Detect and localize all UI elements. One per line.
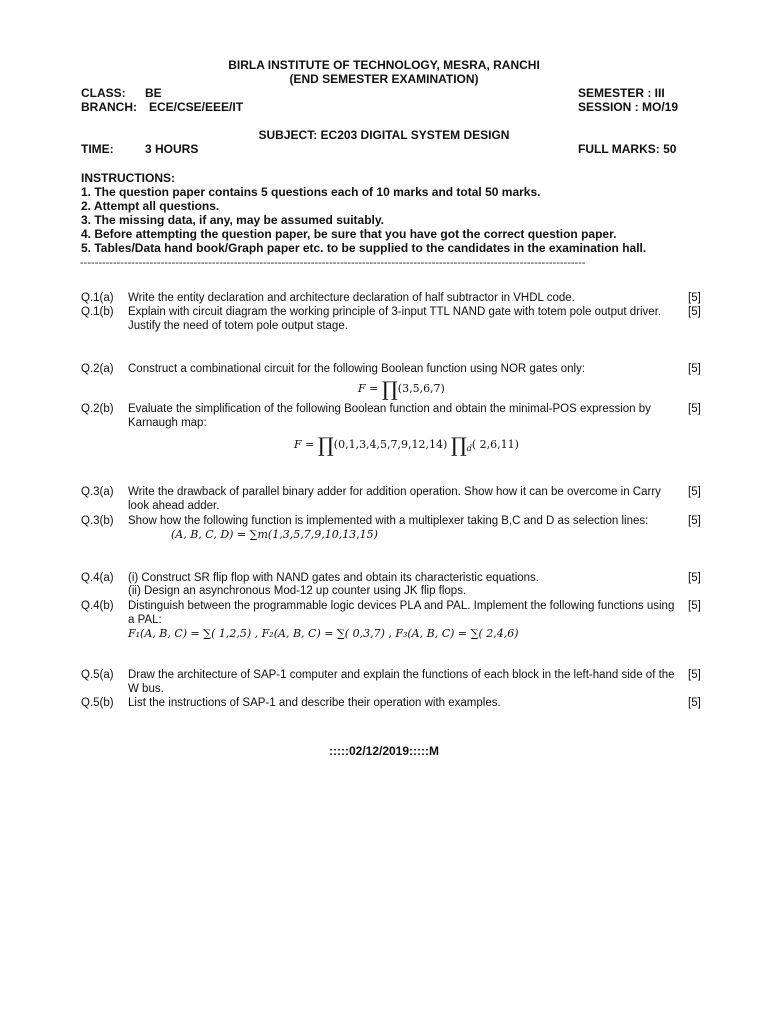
instruction-item: 4. Before attempting the question paper, be sure that you have got the correct question paper. — [81, 227, 617, 241]
question-number: Q.5(b) — [81, 697, 114, 709]
footer-date: :::::02/12/2019:::::M — [328, 744, 439, 758]
question-text: Evaluate the simplification of the following Boolean function and obtain the minimal-POS expression by Karnaugh map: — [128, 403, 651, 429]
instruction-item: 5. Tables/Data hand book/Graph paper etc. to be supplied to the candidates in the examination hall. — [81, 241, 647, 255]
question-marks: [5] — [688, 403, 701, 415]
equation-pal: F₁(A, B, C) = ∑( 1,2,5) , F₂(A, B, C) = ∑( 0,3,7) , F₃(A, B, C) = ∑( 2,4,6) — [128, 627, 519, 640]
question-subtext: (ii) Design an asynchronous Mod-12 up counter using JK flip flops. — [128, 585, 467, 597]
instruction-item: 2. Attempt all questions. — [81, 199, 220, 213]
question-text: Construct a combinational circuit for the following Boolean function using NOR gates only: — [128, 363, 586, 375]
question-marks: [5] — [688, 669, 701, 681]
question-number: Q.2(a) — [81, 363, 114, 375]
instruction-item: 3. The missing data, if any, may be assumed suitably. — [81, 213, 384, 227]
question-text: Write the drawback of parallel binary adder for addition operation. Show how it can be overcome in Carry look ahead adder. — [128, 486, 661, 512]
question-text: Distinguish between the programmable logic devices PLA and PAL. Implement the following functions using a PAL: — [128, 600, 675, 626]
question-marks: [5] — [688, 572, 701, 584]
question-number: Q.4(a) — [81, 572, 114, 584]
subject: SUBJECT: EC203 DIGITAL SYSTEM DESIGN — [258, 128, 510, 142]
question-text: Draw the architecture of SAP-1 computer and explain the functions of each block in the left-hand side of the W bus. — [128, 669, 675, 695]
product-symbol-icon: ∏ — [381, 377, 398, 401]
question-text: Explain with circuit diagram the working principle of 3-input TTL NAND gate with totem pole output driver. Justify the need of totem pole output stage. — [128, 306, 662, 332]
question-number: Q.1(a) — [81, 292, 114, 304]
branch-label: BRANCH: — [81, 100, 137, 114]
semester: SEMESTER : III — [578, 86, 665, 100]
separator-line: ------------------------------------------------------------------------------------------------------------------------------------------ — [80, 257, 586, 269]
question-text: Write the entity declaration and architecture declaration of half subtractor in VHDL code. — [128, 292, 575, 304]
product-symbol-icon: ∏ — [450, 433, 467, 457]
question-text: Show how the following function is implemented with a multiplexer taking B,C and D as selection lines: — [128, 515, 649, 527]
question-marks: [5] — [688, 486, 701, 498]
time-label: TIME: — [81, 142, 114, 156]
question-marks: [5] — [688, 292, 701, 304]
question-number: Q.3(b) — [81, 515, 114, 527]
exam-title: (END SEMESTER EXAMINATION) — [289, 72, 479, 86]
question-marks: [5] — [688, 363, 701, 375]
time-value: 3 HOURS — [145, 142, 199, 156]
branch-value: ECE/CSE/EEE/IT — [149, 100, 244, 114]
question-marks: [5] — [688, 515, 701, 527]
question-text: (i) Construct SR flip flop with NAND gates and obtain its characteristic equations. — [128, 572, 539, 584]
question-number: Q.5(a) — [81, 669, 114, 681]
class-value: BE — [145, 86, 162, 100]
class-label: CLASS: — [81, 86, 126, 100]
equation-kmap: F = ∏(0,1,3,4,5,7,9,12,14) $\prod_d$( 2,6,11) — [294, 433, 519, 457]
equation-mux: (A, B, C, D) = ∑m(1,3,5,7,9,10,13,15) — [171, 528, 378, 541]
equation-nor: F = ∏(3,5,6,7) — [358, 377, 445, 401]
product-symbol-icon: ∏ — [317, 433, 334, 457]
instructions-title: INSTRUCTIONS: — [81, 171, 175, 185]
session: SESSION : MO/19 — [578, 100, 679, 114]
question-marks: [5] — [688, 600, 701, 612]
instruction-item: 1. The question paper contains 5 questions each of 10 marks and total 50 marks. — [81, 185, 541, 199]
question-number: Q.4(b) — [81, 600, 114, 612]
question-number: Q.3(a) — [81, 486, 114, 498]
full-marks: FULL MARKS: 50 — [578, 142, 677, 156]
question-marks: [5] — [688, 697, 701, 709]
question-number: Q.1(b) — [81, 306, 114, 318]
question-number: Q.2(b) — [81, 403, 114, 415]
institute-title: BIRLA INSTITUTE OF TECHNOLOGY, MESRA, RANCHI — [228, 58, 540, 72]
question-marks: [5] — [688, 306, 701, 318]
question-text: List the instructions of SAP-1 and describe their operation with examples. — [128, 697, 501, 709]
